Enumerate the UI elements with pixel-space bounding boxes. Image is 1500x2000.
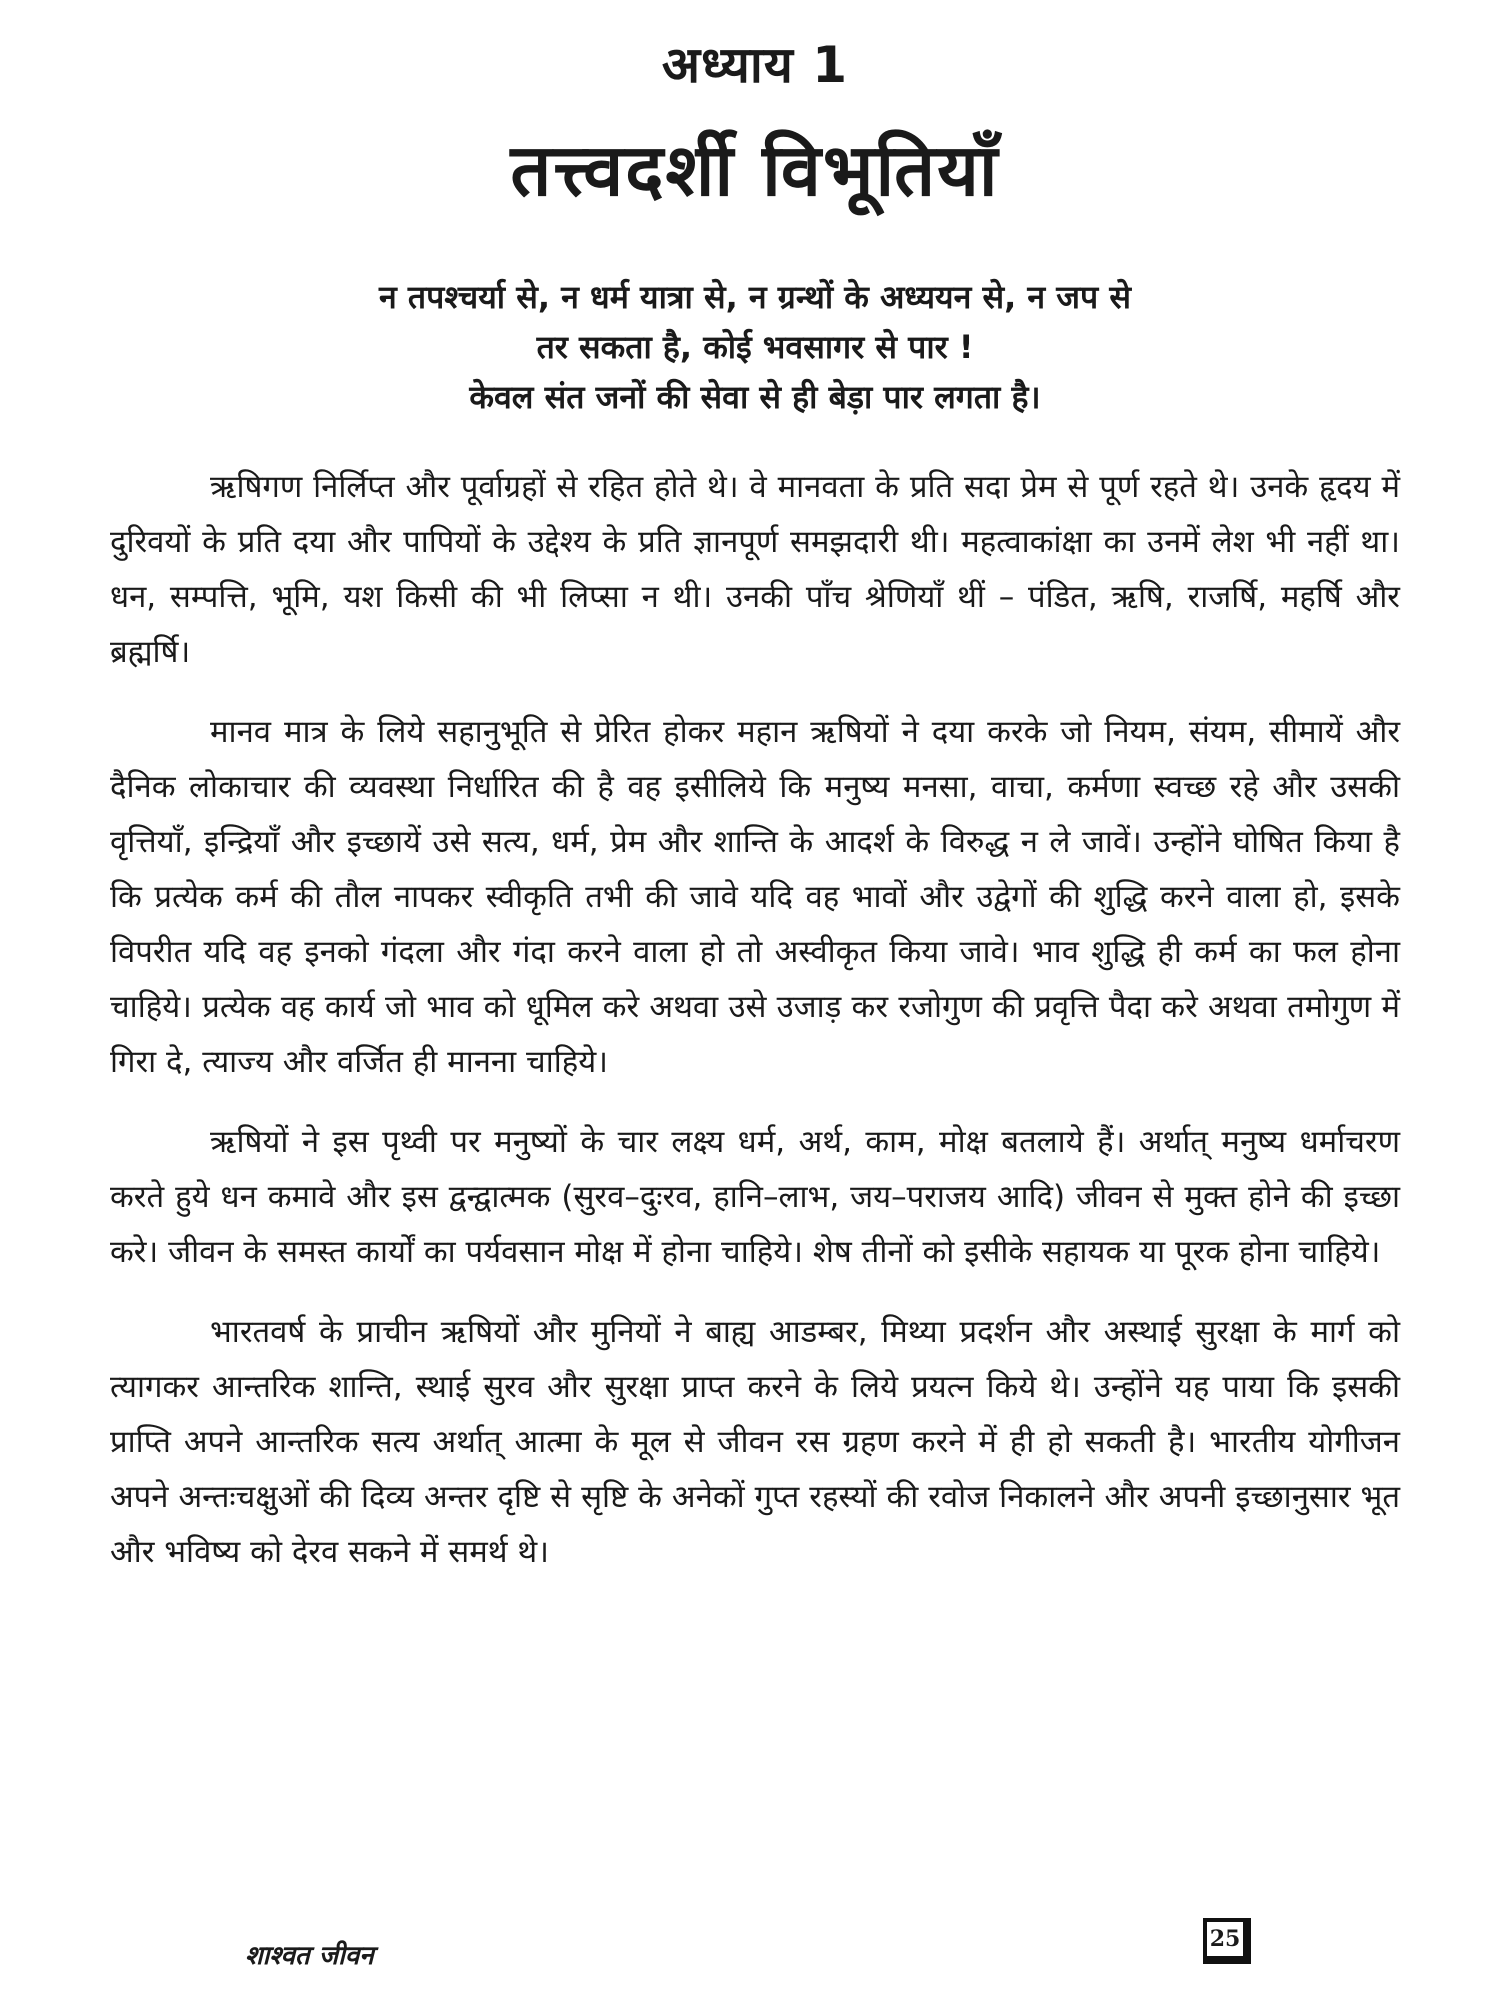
footer-book-title: शाश्वत जीवन [245,1941,374,1971]
chapter-label: अध्याय 1 [661,36,849,94]
chapter-title: तत्त्वदर्शी विभूतियाँ [510,128,1000,212]
epigraph [110,272,1400,422]
body-paragraph: भारतवर्ष के प्राचीन ऋषियों और मुनियों ने बाह्य आडम्बर, मिथ्या प्रदर्शन और अस्थाई सुरक्षा के मार्ग को त्यागकर आन्तरिक शान्ति, स्थाई सुरव और सुरक्षा प्राप्त करने के लिये प्रयत्न किये थे। उन्होंने यह पाया कि इसकी प्राप्ति अपने आन्तरिक सत्य अर्थात् आत्मा के मूल से जीवन रस ग्रहण करने में ही हो सकती है। भारतीय योगीजन अपने अन्तःचक्षुओं की दिव्य अन्तर दृष्टि से सृष्टि के अनेकों गुप्त रहस्यों की रवोज निकालने और अपनी इच्छानुसार भूत और भविष्य को देरव सकने में समर्थ थे। [110,1314,1400,1570]
epigraph-line: न तपश्चर्या से, न धर्म यात्रा से, न ग्रन्थों के अध्ययन से, न जप से [379,278,1131,316]
page-number: 25 [1203,1918,1251,1964]
epigraph-line: तर सकता है, कोई भवसागर से पार ! [536,328,974,366]
body-paragraph: मानव मात्र के लिये सहानुभूति से प्रेरित होकर महान ऋषियों ने दया करके जो नियम, संयम, सीमायें और दैनिक लोकाचार की व्यवस्था निर्धारित की है वह इसीलिये कि मनुष्य मनसा, वाचा, कर्मणा स्वच्छ रहे और उसकी वृत्तियाँ, इन्द्रियाँ और इच्छायें उसे सत्य, धर्म, प्रेम और शान्ति के आदर्श के विरुद्ध न ले जावें। उन्होंने घोषित किया है कि प्रत्येक कर्म की तौल नापकर स्वीकृति तभी की जावे यदि वह भावों और उद्वेगों की शुद्धि करने वाला हो, इसके विपरीत यदि वह इनको गंदला और गंदा करने वाला हो तो अस्वीकृत किया जावे। भाव शुद्धि ही कर्म का फल होना चाहिये। प्रत्येक वह कार्य जो भाव को धूमिल करे अथवा उसे उजाड़ कर रजोगुण की प्रवृत्ति पैदा करे अथवा तमोगुण में गिरा दे, त्याज्य और वर्जित ही मानना चाहिये। [110,714,1400,1080]
body-paragraph: ऋषियों ने इस पृथ्वी पर मनुष्यों के चार लक्ष्य धर्म, अर्थ, काम, मोक्ष बतलाये हैं। अर्थात् मनुष्य धर्माचरण करते हुये धन कमावे और इस द्वन्द्वात्मक (सुरव–दुःरव, हानि–लाभ, जय–पराजय आदि) जीवन से मुक्त होने की इच्छा करे। जीवन के समस्त कार्यों का पर्यवसान मोक्ष में होना चाहिये। शेष तीनों को इसीके सहायक या पूरक होना चाहिये। [110,1124,1400,1270]
body-paragraph: ऋषिगण निर्लिप्त और पूर्वाग्रहों से रहित होते थे। वे मानवता के प्रति सदा प्रेम से पूर्ण रहते थे। उनके हृदय में दुरिवयों के प्रति दया और पापियों के उद्देश्य के प्रति ज्ञानपूर्ण समझदारी थी। महत्वाकांक्षा का उनमें लेश भी नहीं था। धन, सम्पत्ति, भूमि, यश किसी की भी लिप्सा न थी। उनकी पाँच श्रेणियाँ थीं – पंडित, ऋषि, राजर्षि, महर्षि और ब्रह्मर्षि। [110,469,1400,670]
epigraph-line: केवल संत जनों की सेवा से ही बेड़ा पार लगता है। [469,378,1041,416]
